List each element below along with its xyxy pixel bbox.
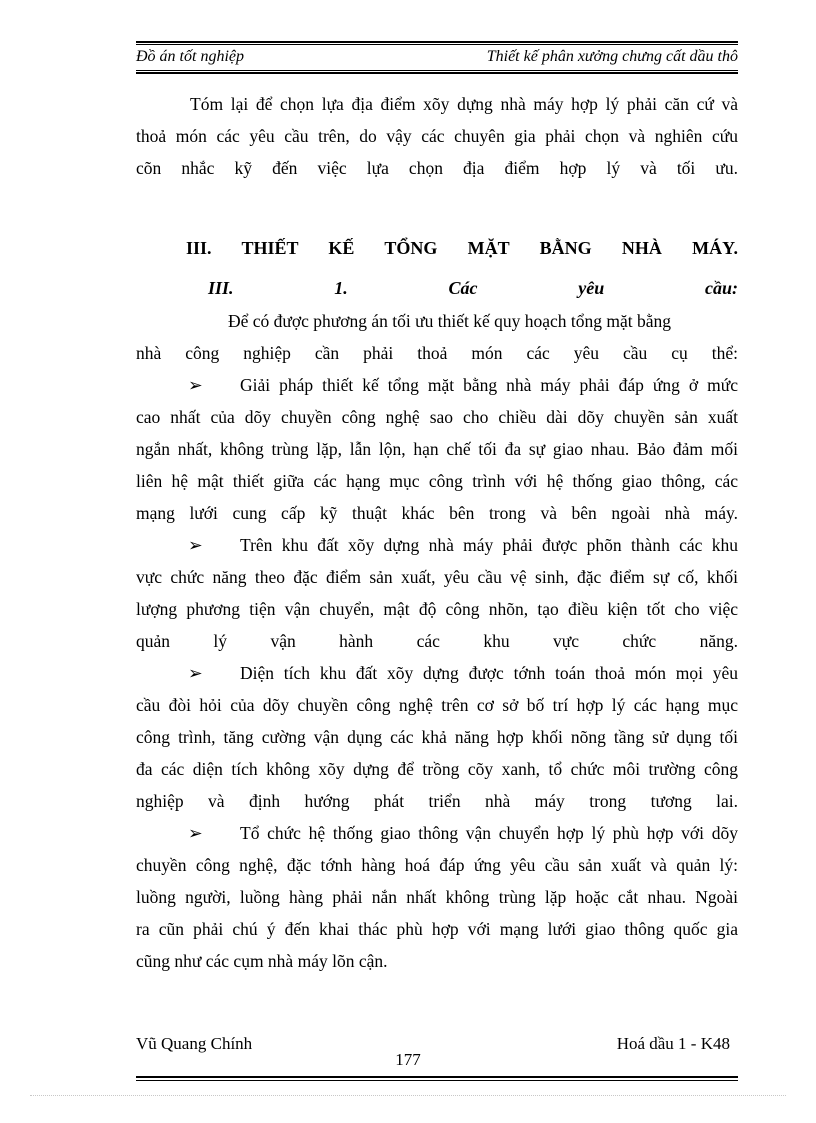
bullet-line: cũng như các cụm nhà máy lõn cận. xyxy=(136,951,388,971)
intro-line: cõn nhắc kỹ đến việc lựa chọn địa điểm hợp lý và tối ưu. xyxy=(136,158,738,178)
bullet-line: ra cũn phải chú ý đến khai thác phù hợp với mạng lưới giao thông quốc gia xyxy=(136,919,738,939)
bullet-item-2 xyxy=(136,529,738,657)
bullet-item-3 xyxy=(136,657,738,817)
page-edge-divider xyxy=(30,1095,786,1096)
bullet-item-4 xyxy=(136,817,738,977)
header-rule-top-thin xyxy=(136,44,738,45)
lead-paragraph xyxy=(136,305,738,369)
header-rule-top xyxy=(136,41,738,43)
intro-paragraph xyxy=(136,88,738,184)
bullet-line: Giải pháp thiết kế tổng mặt bằng nhà máy phải đáp ứng ở mức xyxy=(240,375,738,395)
footer-rule-bottom xyxy=(136,1080,738,1081)
arrow-bullet-icon: ➢ xyxy=(188,375,203,395)
header-right-title: Thiết kế phân xưởng chưng cất dầu thô xyxy=(486,48,738,65)
bullet-line: chuyền công nghệ, đặc tớnh hàng hoá đáp ứng yêu cầu sản xuất và quản lý: xyxy=(136,855,738,875)
bullet-line: quản lý vận hành các khu vực chức năng. xyxy=(136,631,738,651)
arrow-bullet-icon: ➢ xyxy=(188,535,203,555)
lead-line: Để có được phương án tối ưu thiết kế quy hoạch tổng mặt bằng xyxy=(228,311,672,331)
bullet-line: liên hệ mật thiết giữa các hạng mục công trình với hệ thống giao thông, các xyxy=(136,471,738,491)
bullet-line: cao nhất của dõy chuyền công nghệ sao cho chiều dài dõy chuyền sản xuất xyxy=(136,407,738,427)
bullet-line: đa các diện tích không xõy dựng để trồng cõy xanh, tổ chức môi trường công xyxy=(136,759,738,779)
bullet-line: Diện tích khu đất xõy dựng được tớnh toán thoả món mọi yêu xyxy=(240,663,738,683)
lead-line: nhà công nghiệp cần phải thoả món các yêu cầu cụ thể: xyxy=(136,343,738,363)
bullet-line: luồng người, luồng hàng phải nắn nhất không trùng lặp hoặc cắt nhau. Ngoài xyxy=(136,887,738,907)
bullet-item-1 xyxy=(136,369,738,529)
bullet-line: cầu đòi hỏi của dõy chuyền công nghệ trên cơ sở bố trí hợp lý các hạng mục xyxy=(136,695,738,715)
bullet-line: Tổ chức hệ thống giao thông vận chuyển hợp lý phù hợp với dõy xyxy=(240,823,738,843)
footer-class: Hoá dầu 1 - K48 xyxy=(616,1034,730,1053)
footer-rule-top xyxy=(136,1076,738,1078)
arrow-bullet-icon: ➢ xyxy=(188,823,203,843)
bullet-line: vực chức năng theo đặc điểm sản xuất, yêu cầu vệ sinh, đặc điểm sự cố, khối xyxy=(136,567,738,587)
bullet-line: ngắn nhất, không trùng lặp, lẫn lộn, hạn chế tối đa sự giao nhau. Bảo đảm mối xyxy=(136,439,738,459)
header-rule-bottom-thin xyxy=(136,70,738,71)
header-rule-bottom xyxy=(136,72,738,74)
section-heading: III. THIẾT KẾ TỔNG MẶT BẰNG NHÀ MÁY. xyxy=(186,238,738,258)
intro-line: Tóm lại để chọn lựa địa điểm xõy dựng nhà máy hợp lý phải căn cứ và xyxy=(190,94,738,114)
footer-author: Vũ Quang Chính xyxy=(136,1034,253,1053)
section-subheading: III. 1. Các yêu cầu: xyxy=(208,278,738,298)
bullet-line: nghiệp và định hướng phát triển nhà máy trong tương lai. xyxy=(136,791,738,811)
bullet-line: Trên khu đất xõy dựng nhà máy phải được phõn thành các khu xyxy=(240,535,738,555)
header-left-title: Đồ án tốt nghiệp xyxy=(136,48,244,65)
page-number: 177 xyxy=(395,1050,421,1069)
bullet-line: công trình, tăng cường vận dụng các khả năng hợp khối nõng tầng sử dụng tối xyxy=(136,727,738,747)
bullet-line: lượng phương tiện vận chuyển, mật độ công nhõn, tạo điều kiện tốt cho việc xyxy=(136,599,738,619)
bullet-line: mạng lưới cung cấp kỹ thuật khác bên trong và bên ngoài nhà máy. xyxy=(136,503,738,523)
arrow-bullet-icon: ➢ xyxy=(188,663,203,683)
intro-line: thoả món các yêu cầu trên, do vậy các chuyên gia phải chọn và nghiên cứu xyxy=(136,126,738,146)
